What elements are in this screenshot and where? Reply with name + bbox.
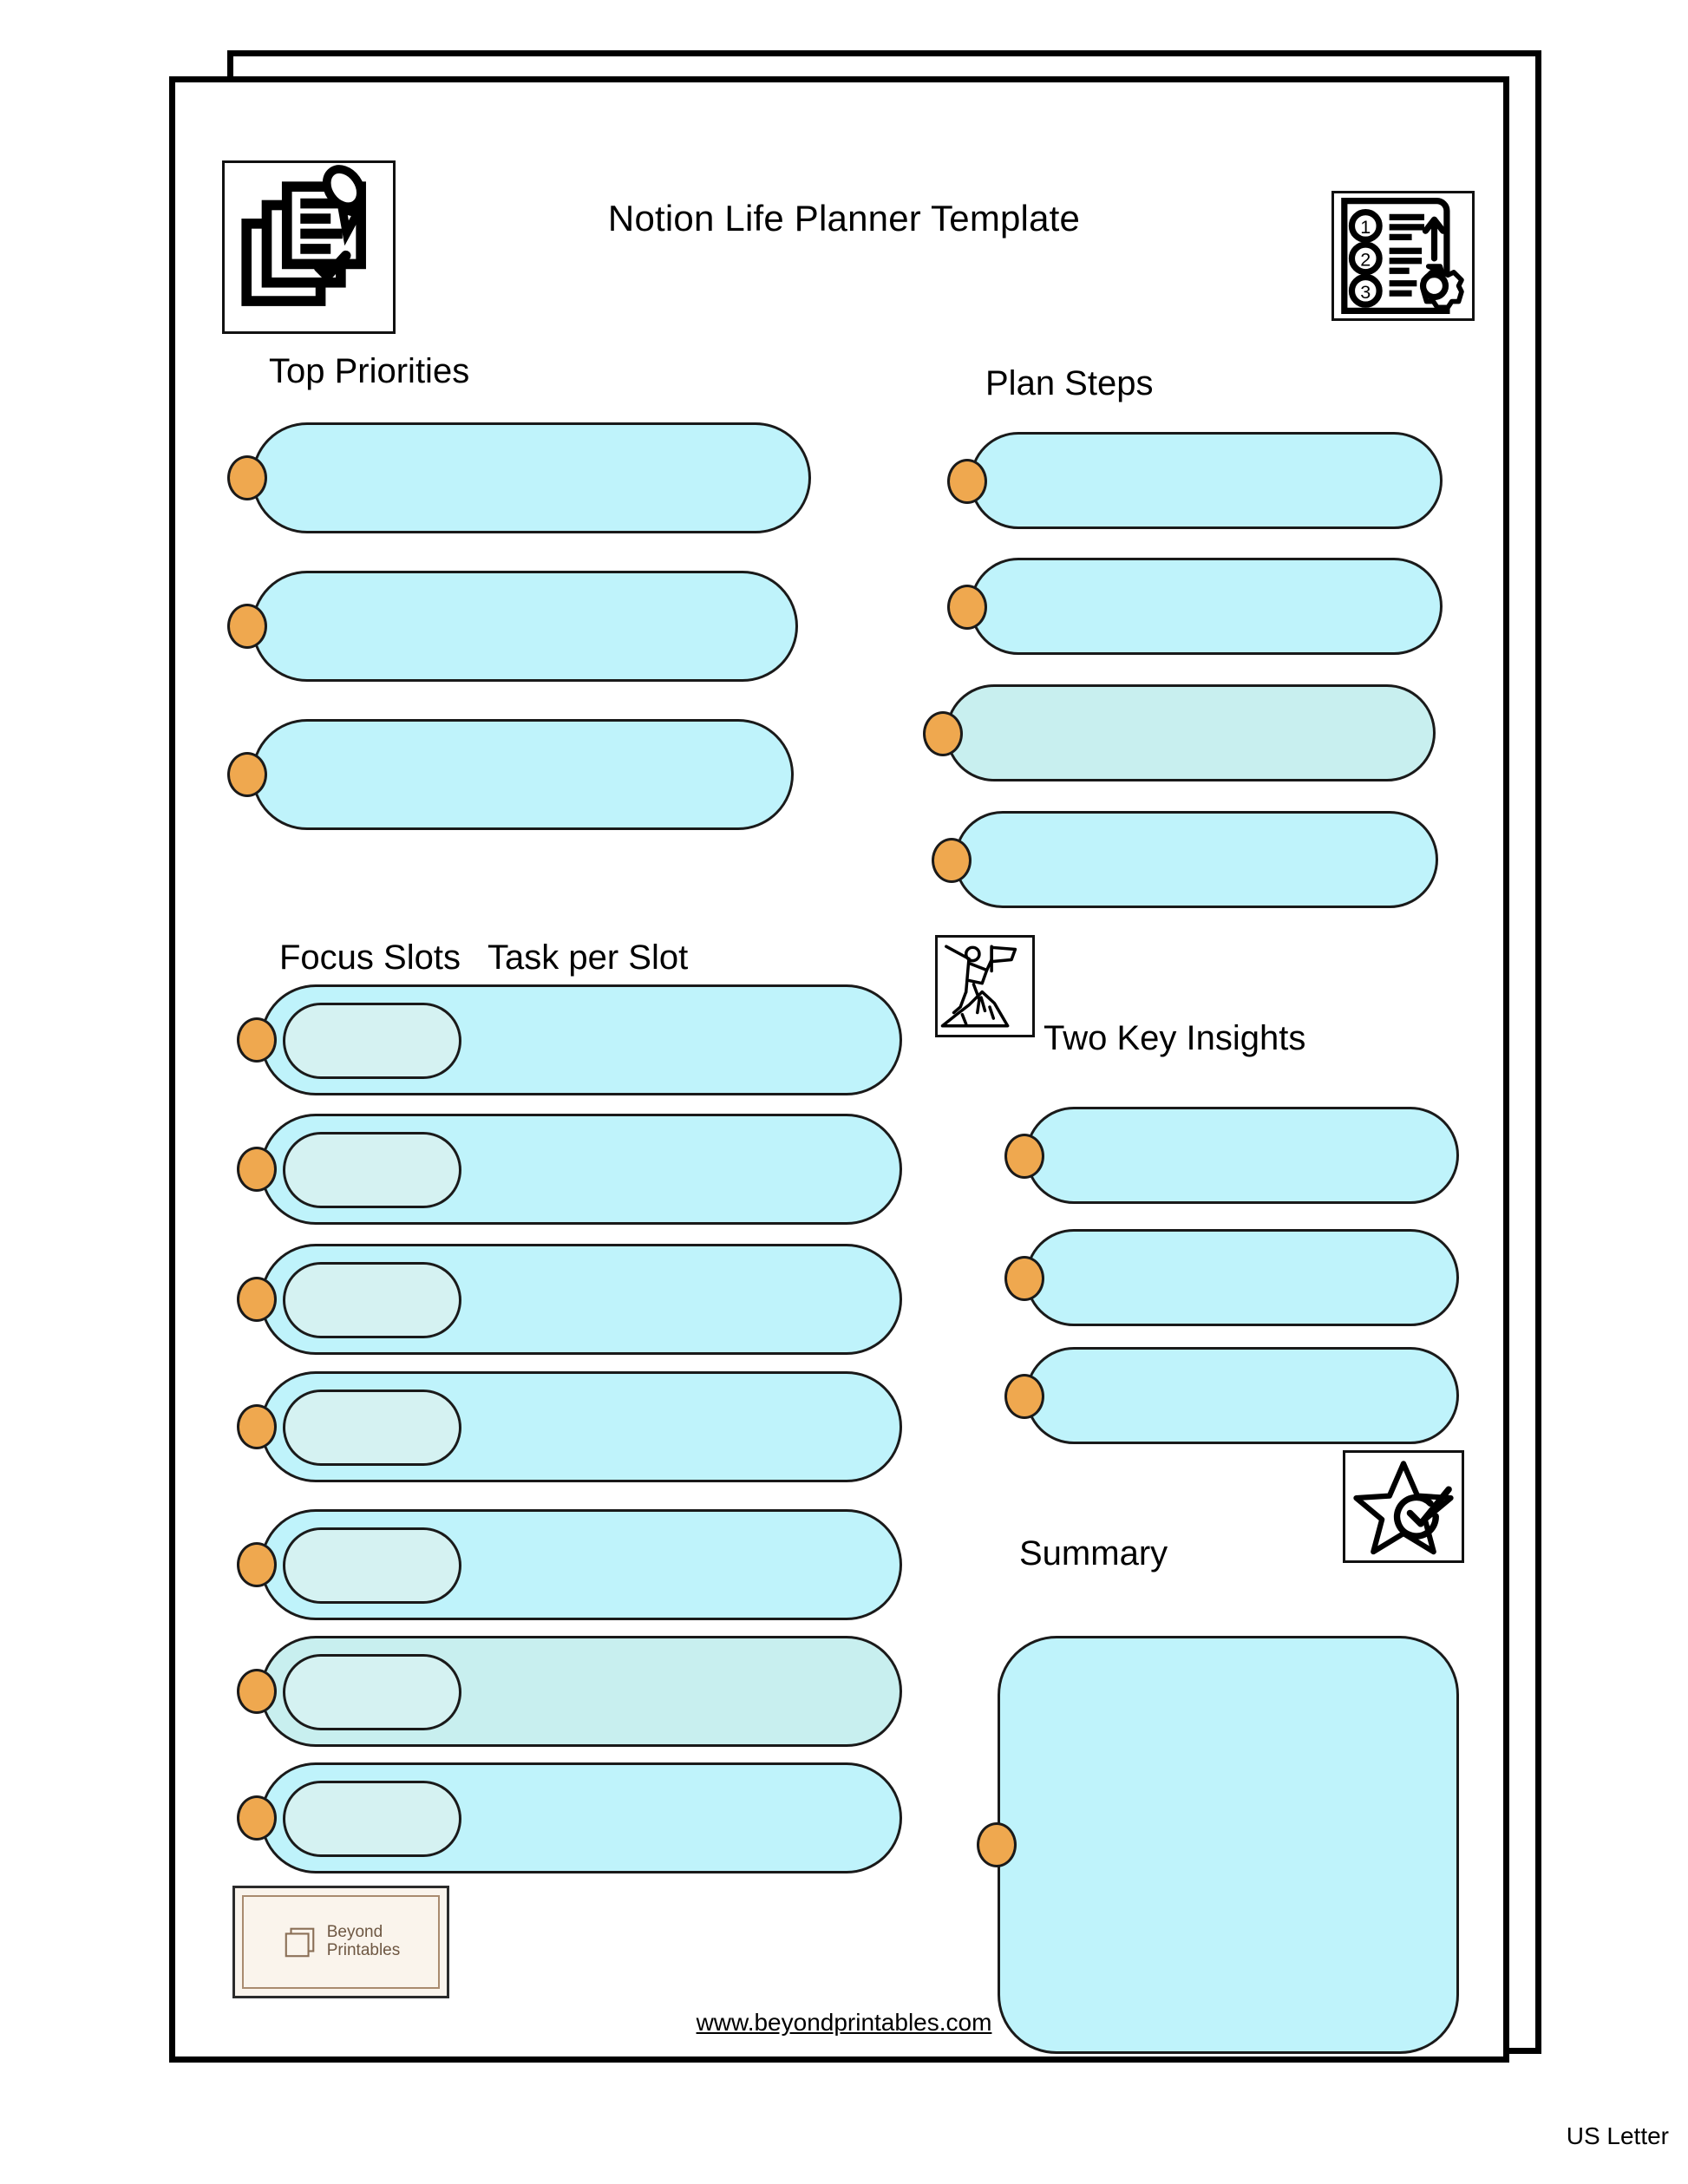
- focus-slot-row[interactable]: [260, 1371, 902, 1482]
- focus-slot-field[interactable]: [283, 1390, 461, 1466]
- top-priority-row[interactable]: [252, 422, 811, 533]
- heading-top-priorities: Top Priorities: [269, 352, 470, 390]
- bullet-dot-icon: [932, 838, 972, 883]
- heading-focus-slots: Focus Slots: [279, 938, 461, 977]
- bullet-dot-icon: [977, 1822, 1017, 1867]
- top-priority-row[interactable]: [252, 571, 798, 682]
- bullet-dot-icon: [227, 455, 267, 500]
- stacked-pages-icon: [282, 1924, 318, 1960]
- insight-field[interactable]: [1025, 1229, 1459, 1326]
- plan-step-field[interactable]: [970, 558, 1443, 655]
- plan-step-field[interactable]: [970, 432, 1443, 529]
- footer-url[interactable]: www.beyondprintables.com: [696, 2009, 992, 2036]
- bullet-dot-icon: [1004, 1256, 1044, 1301]
- bullet-dot-icon: [1004, 1134, 1044, 1179]
- focus-slot-field[interactable]: [283, 1527, 461, 1604]
- plan-step-field[interactable]: [945, 684, 1436, 781]
- bullet-dot-icon: [227, 752, 267, 797]
- svg-text:2: 2: [1360, 248, 1371, 271]
- numbered-steps-gear-icon: [1331, 191, 1475, 321]
- heading-two-key-insights: Two Key Insights: [1044, 1019, 1306, 1057]
- bullet-dot-icon: [947, 459, 987, 504]
- brand-line-1: Beyond: [326, 1923, 383, 1942]
- top-priority-field[interactable]: [252, 571, 798, 682]
- bullet-dot-icon: [237, 1147, 277, 1192]
- bullet-dot-icon: [923, 711, 963, 756]
- star-check-icon: [1343, 1450, 1464, 1563]
- bullet-dot-icon: [237, 1017, 277, 1063]
- insight-row[interactable]: [1025, 1107, 1459, 1204]
- insight-field[interactable]: [1025, 1107, 1459, 1204]
- bullet-dot-icon: [237, 1542, 277, 1587]
- svg-text:1: 1: [1360, 216, 1371, 239]
- paper-size-label: US Letter: [1566, 2122, 1669, 2149]
- focus-slot-field[interactable]: [283, 1654, 461, 1730]
- mountain-climber-flag-icon: [935, 935, 1035, 1037]
- focus-slot-row[interactable]: [260, 1762, 902, 1873]
- plan-step-row[interactable]: [970, 432, 1443, 529]
- insight-row[interactable]: [1025, 1229, 1459, 1326]
- bullet-dot-icon: [237, 1404, 277, 1449]
- focus-slot-field[interactable]: [283, 1781, 461, 1857]
- svg-text:3: 3: [1360, 280, 1371, 303]
- focus-slot-row[interactable]: [260, 1636, 902, 1747]
- top-priority-field[interactable]: [252, 719, 794, 830]
- bullet-dot-icon: [947, 585, 987, 630]
- bullet-dot-icon: [237, 1669, 277, 1714]
- bullet-dot-icon: [237, 1277, 277, 1322]
- brand-logo: [232, 1886, 449, 1998]
- bullet-dot-icon: [1004, 1374, 1044, 1419]
- bullet-dot-icon: [237, 1795, 277, 1841]
- top-priority-field[interactable]: [252, 422, 811, 533]
- focus-slot-row[interactable]: [260, 984, 902, 1095]
- insight-row[interactable]: [1025, 1347, 1459, 1444]
- focus-slot-field[interactable]: [283, 1003, 461, 1079]
- insight-field[interactable]: [1025, 1347, 1459, 1444]
- heading-task-per-slot: Task per Slot: [487, 938, 689, 977]
- page-title: Notion Life Planner Template: [607, 198, 1081, 239]
- plan-step-row[interactable]: [945, 684, 1436, 781]
- plan-step-row[interactable]: [954, 811, 1438, 908]
- focus-slot-field[interactable]: [283, 1262, 461, 1338]
- top-priority-row[interactable]: [252, 719, 794, 830]
- focus-slot-row[interactable]: [260, 1114, 902, 1225]
- heading-plan-steps: Plan Steps: [985, 364, 1154, 402]
- plan-step-row[interactable]: [970, 558, 1443, 655]
- document-checklist-pin-icon: [222, 160, 396, 334]
- heading-summary: Summary: [1019, 1534, 1168, 1573]
- focus-slot-row[interactable]: [260, 1244, 902, 1355]
- focus-slot-field[interactable]: [283, 1132, 461, 1208]
- plan-step-field[interactable]: [954, 811, 1438, 908]
- focus-slot-row[interactable]: [260, 1509, 902, 1620]
- summary-field[interactable]: [998, 1636, 1459, 2054]
- brand-line-2: Printables: [326, 1941, 401, 1959]
- summary-row[interactable]: [998, 1636, 1459, 2054]
- bullet-dot-icon: [227, 604, 267, 649]
